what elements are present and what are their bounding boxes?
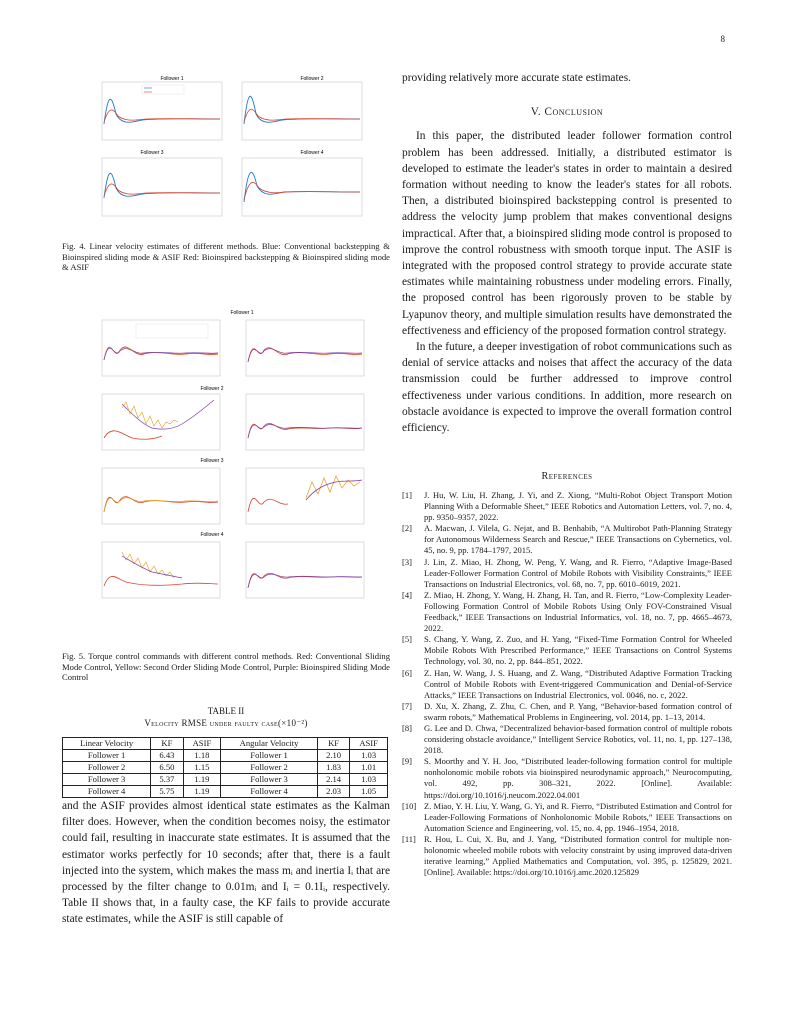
table-cell: 6.50	[151, 762, 183, 774]
table-row	[63, 786, 388, 798]
references-list	[402, 490, 732, 878]
right-column	[402, 70, 732, 436]
figure-4	[62, 70, 390, 238]
conclusion-paragraph-1: In this paper, the distributed leader follower formation control problem has been addressed. Initially, a distributed estimator is developed to estimate the leader's states in order to maintain a desired formation without needing to know the leader's states for all robots. Then, a distributed bioinspired backstepping control is presented to address the velocity jump problem that makes conventional designs impractical. After that, a bioinspired sliding mode control is proposed to improve the control robustness with smooth torque input. The ASIF is integrated with the proposed control strategy to provide accurate state estimates while maintaining robustness under modeling errors. Finally, the proposed control has been rigorously proven to be stable by Lyapunov theory, and multiple simulation results have demonstrated the effectiveness and efficiency of the proposed formation control strategy.	[402, 130, 732, 337]
table-cell: Follower 4	[63, 786, 151, 798]
left-paragraph: and the ASIF provides almost identical state estimates as the Kalman filter does. However, when the condition becomes noisy, the estimator could fail, resulting in inaccurate state estimates. It is assumed that the estimator works perfectly for 10 seconds; after that, there is a fault injected into the system, which makes the mass mᵢ and inertia Iᵢ that are processed by the filter change to 0.01mᵢ and Iᵢ = 0.1Iᵢ, respectively. Table II shows that, in a faulty case, the KF fails to provide accurate state estimates, while the ASIF is still capable of	[62, 800, 390, 926]
table-body	[63, 750, 388, 798]
table-cell: 2.14	[317, 774, 349, 786]
fig5-panel-title-2: Follower 2	[200, 386, 224, 392]
conclusion-paragraph-2: In the future, a deeper investigation of robot communications such as denial of service attacks and noises that affect the accuracy of the data transmission could be further addressed to improve control effectiveness under various conditions. In addition, more research on obstacle avoidance is expected to improve the overall formation control efficiency.	[402, 341, 732, 435]
reference-text: R. Hou, L. Cui, X. Bu, and J. Yang, “Distributed formation control for multiple non-holonomic wheeled mobile robots with velocity constraint by using improved data-driven iterative learning,” Applied Mathematics and Computation, vol. 395, p. 125829, 2021. [Online]. Available: https://doi.org/10.1016/j.amc.2020.125829	[424, 833, 732, 878]
reference-number: [4]	[402, 589, 412, 600]
fig5-panel-title-1: Follower 1	[230, 310, 254, 316]
fig4-panel-title-4: Follower 4	[300, 150, 324, 156]
table-cell: 2.10	[317, 750, 349, 762]
rmse-table	[62, 737, 388, 798]
reference-number: [6]	[402, 667, 412, 678]
table-caption: Velocity RMSE under faulty case(×10⁻²)	[144, 718, 308, 728]
table-header: Angular Velocity	[221, 738, 318, 750]
fig4-panel-title-1: Follower 1	[160, 76, 184, 82]
table-header-row	[63, 738, 388, 750]
reference-number: [10]	[402, 800, 417, 811]
reference-item	[402, 634, 732, 667]
reference-number: [9]	[402, 756, 412, 767]
reference-item	[402, 490, 732, 523]
reference-text: A. Macwan, J. Vilela, G. Nejat, and B. Benhabib, “A Multirobot Path-Planning Strategy for Autonomous Wilderness Search and Rescue,” IEEE Transactions on Cybernetics, vol. 45, no. 9, pp. 1784–1797, 2015.	[424, 523, 732, 556]
figure-5	[62, 306, 390, 646]
table-row	[63, 762, 388, 774]
reference-item	[402, 801, 732, 834]
reference-number: [2]	[402, 523, 412, 534]
right-top-paragraph: providing relatively more accurate state estimates.	[402, 72, 631, 84]
table-cell: 1.19	[183, 786, 221, 798]
reference-number: [3]	[402, 556, 412, 567]
table-cell: Follower 4	[221, 786, 318, 798]
reference-number: [7]	[402, 700, 412, 711]
reference-text: D. Xu, X. Zhang, Z. Zhu, C. Chen, and P. Yang, “Behavior-based formation control of swarm robots,” Mathematical Problems in Engineering, vol. 2014, pp. 1–13, 2014.	[424, 700, 732, 722]
table-cell: Follower 1	[63, 750, 151, 762]
figure-4-plots	[62, 70, 390, 238]
fig4-panel-title-3: Follower 3	[140, 150, 164, 156]
reference-item	[402, 557, 732, 590]
reference-item	[402, 668, 732, 701]
table-cell: Follower 3	[63, 774, 151, 786]
figure-5-plots	[62, 306, 390, 646]
fig5-panels	[102, 320, 364, 598]
table-cell: 1.03	[350, 774, 388, 786]
table-cell: 5.75	[151, 786, 183, 798]
table-title-block	[62, 705, 390, 729]
reference-item	[402, 756, 732, 800]
table-cell: Follower 2	[221, 762, 318, 774]
table-header: Linear Velocity	[63, 738, 151, 750]
table-cell: Follower 2	[63, 762, 151, 774]
reference-number: [5]	[402, 634, 412, 645]
table-cell: 1.03	[350, 750, 388, 762]
table-cell: 1.19	[183, 774, 221, 786]
figure-4-caption: Fig. 4. Linear velocity estimates of different methods. Blue: Conventional backstepping & Bioinspired sliding mode & ASIF Red: Bioinspired backstepping & Bioinspired sliding mode & ASIF	[62, 241, 390, 273]
table-cell: Follower 3	[221, 774, 318, 786]
reference-item	[402, 723, 732, 756]
reference-text: Z. Han, W. Wang, J. S. Huang, and Z. Wang, “Distributed Adaptive Formation Tracking Control of Mobile Robots with Event-triggered Communication and Denial-of-Service Attacks,” IEEE Transactions on Industrial Electronics, vol. 0046, no. c, 2022.	[424, 667, 732, 700]
reference-text: J. Hu, W. Liu, H. Zhang, J. Yi, and Z. Xiong, “Multi-Robot Object Transport Motion Planning With a Deformable Sheet,” IEEE Robotics and Automation Letters, vol. 7, no. 4, pp. 9350–9357, 2022.	[424, 490, 732, 523]
table-header: KF	[151, 738, 183, 750]
table-label: TABLE II	[207, 706, 245, 716]
table-cell: 1.18	[183, 750, 221, 762]
reference-number: [8]	[402, 722, 412, 733]
table-cell: 1.15	[183, 762, 221, 774]
table-cell: 1.83	[317, 762, 349, 774]
table-header: ASIF	[183, 738, 221, 750]
references-heading: References	[541, 471, 593, 482]
left-column-text	[62, 798, 390, 928]
page-number: 8	[720, 34, 725, 44]
table-cell: Follower 1	[221, 750, 318, 762]
reference-text: Z. Miao, H. Zhong, Y. Wang, H. Zhang, H. Tan, and R. Fierro, “Low-Complexity Leader-Following Formation Control of Mobile Robots Using Only FOV-Constrained Visual Feedback,” IEEE Transactions on Industrial Informatics, vol. 18, no. 7, pp. 4665–4673, 2022.	[424, 589, 732, 634]
table-cell: 5.37	[151, 774, 183, 786]
fig5-panel-title-3: Follower 3	[200, 458, 224, 464]
reference-text: Z. Miao, Y. H. Liu, Y. Wang, G. Yi, and R. Fierro, “Distributed Estimation and Control for Leader-Following Formations of Nonholonomic Mobile Robots,” IEEE Transactions on Automation Science and Engineering, vol. 15, no. 4, pp. 1946–1954, 2018.	[424, 800, 732, 833]
table-cell: 6.43	[151, 750, 183, 762]
reference-number: [1]	[402, 490, 412, 500]
reference-item	[402, 590, 732, 634]
table-cell: 1.05	[350, 786, 388, 798]
reference-text: S. Chang, Y. Wang, Z. Zuo, and H. Yang, “Fixed-Time Formation Control for Wheeled Mobile Robots With Prescribed Performance,” IEEE Transactions on Control Systems Technology, vol. 30, no. 2, pp. 844–851, 2022.	[424, 634, 732, 667]
reference-item	[402, 523, 732, 556]
table-header: ASIF	[350, 738, 388, 750]
fig5-panel-title-4: Follower 4	[200, 532, 224, 538]
table-row	[63, 750, 388, 762]
conclusion-heading: V. Conclusion	[530, 106, 604, 119]
reference-text: S. Moorthy and Y. H. Joo, “Distributed leader-following formation control for multiple nonholonomic mobile robots via bioinspired neurodynamic approach,” Neurocomputing, vol. 492, pp. 308–321, 2022. [Online]. Available: https://doi.org/10.1016/j.neucom.2022.04.001	[424, 756, 732, 800]
figure-5-caption: Fig. 5. Torque control commands with different control methods. Red: Conventional Sliding Mode Control, Yellow: Second Order Sliding Mode Control, Purple: Bioinspired Sliding Mode Control	[62, 651, 390, 683]
reference-text: G. Lee and D. Chwa, “Decentralized behavior-based formation control of multiple robots considering obstacle avoidance,” Intelligent Service Robotics, vol. 11, no. 1, pp. 127–138, 2018.	[424, 722, 732, 756]
table-header: KF	[317, 738, 349, 750]
table-row	[63, 774, 388, 786]
reference-item	[402, 834, 732, 878]
fig4-panel-title-2: Follower 2	[300, 76, 324, 82]
reference-number: [11]	[402, 833, 416, 844]
table-cell: 1.01	[350, 762, 388, 774]
table-cell: 2.03	[317, 786, 349, 798]
reference-item	[402, 701, 732, 723]
reference-text: J. Lin, Z. Miao, H. Zhong, W. Peng, Y. Wang, and R. Fierro, “Adaptive Image-Based Leader-Follower Formation Control of Mobile Robots with Visibility Constraints,” IEEE Transactions on Industrial Electronics, vol. 68, no. 7, pp. 6010–6019, 2021.	[424, 556, 732, 589]
